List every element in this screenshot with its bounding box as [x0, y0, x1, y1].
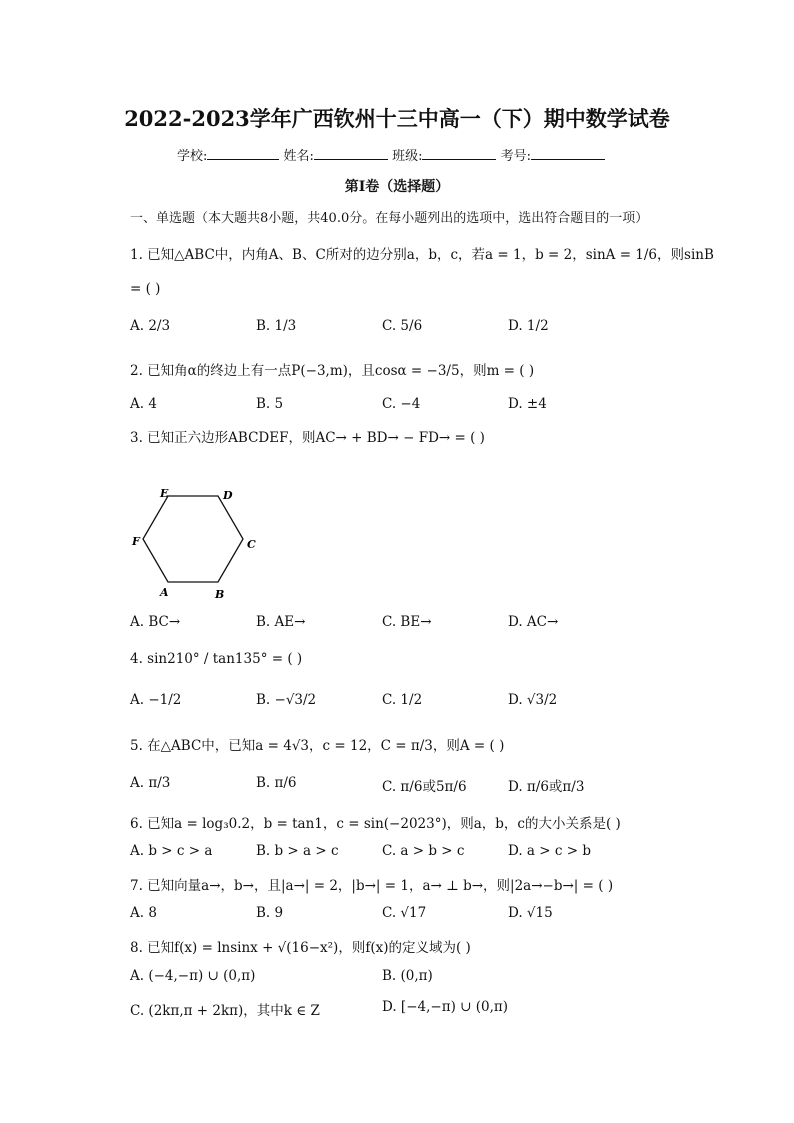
- question-5: 5. 在△ABC中，已知a = 4√3，c = 12，C = π/3，则A = ( ): [130, 738, 505, 754]
- q2-option-a: A. 4: [130, 396, 157, 412]
- hexagon-shape: [143, 496, 243, 582]
- q4-option-b: B. −√3/2: [256, 692, 317, 708]
- section-heading: 第I卷（选择题）: [344, 179, 450, 195]
- q4-option-d: D. √3/2: [508, 692, 558, 708]
- q3-option-a: A. BC→: [130, 614, 181, 630]
- q2-option-d: D. ±4: [508, 396, 547, 412]
- hex-label-f: F: [132, 535, 140, 548]
- q4-option-c: C. 1/2: [382, 692, 423, 708]
- student-info-line: [177, 145, 605, 164]
- school-label: 学校:: [177, 149, 208, 164]
- q7-option-a: A. 8: [130, 905, 157, 921]
- question-4: 4. sin210° / tan135° = ( ): [130, 651, 303, 667]
- question-6: 6. 已知a = log₃0.2，b = tan1，c = sin(−2023°)，则a，b，c的大小关系是( ): [130, 816, 621, 832]
- q7-option-d: D. √15: [508, 905, 553, 921]
- q3-option-d: D. AC→: [508, 614, 559, 630]
- question-8: 8. 已知f(x) = lnsinx + √(16−x²)，则f(x)的定义域为( ): [130, 940, 471, 956]
- q5-option-b: B. π/6: [256, 775, 297, 791]
- hex-label-d: D: [223, 489, 233, 502]
- hex-label-a: A: [160, 586, 169, 599]
- q8-option-d: D. [−4,−π) ∪ (0,π): [382, 999, 509, 1015]
- q2-option-b: B. 5: [256, 396, 284, 412]
- q3-option-c: C. BE→: [382, 614, 432, 630]
- hex-label-b: B: [215, 588, 225, 601]
- exam-no-blank: [531, 147, 605, 160]
- q4-option-a: A. −1/2: [130, 692, 182, 708]
- name-blank: [314, 147, 388, 160]
- q7-option-b: B. 9: [256, 905, 284, 921]
- q1-option-a: A. 2/3: [130, 318, 171, 334]
- q1-option-d: D. 1/2: [508, 318, 549, 334]
- q6-option-c: C. a > b > c: [382, 843, 465, 859]
- class-label: 班级:: [392, 149, 423, 164]
- exam-title: 2022-2023学年广西钦州十三中高一（下）期中数学试卷: [124, 106, 670, 131]
- school-blank: [207, 147, 279, 160]
- q5-option-c: C. π/6或5π/6: [382, 779, 467, 795]
- name-label: 姓名:: [283, 149, 314, 164]
- question-1-cont: = ( ): [130, 281, 161, 297]
- q5-option-d: D. π/6或π/3: [508, 779, 585, 795]
- q6-option-d: D. a > c > b: [508, 843, 591, 859]
- q2-option-c: C. −4: [382, 396, 421, 412]
- q1-option-b: B. 1/3: [256, 318, 297, 334]
- hex-label-c: C: [247, 538, 256, 551]
- q3-option-b: B. AE→: [256, 614, 306, 630]
- q6-option-b: B. b > a > c: [256, 843, 339, 859]
- question-7: 7. 已知向量a→，b→，且|a→| = 2，|b→| = 1，a→ ⊥ b→，则|2a→−b→| = ( ): [130, 878, 614, 894]
- q8-option-b: B. (0,π): [382, 968, 433, 984]
- question-1: 1. 已知△ABC中，内角A、B、C所对的边分别a，b，c，若a = 1，b = 2，sinA = 1/6，则sinB: [130, 247, 714, 263]
- class-blank: [422, 147, 496, 160]
- q7-option-c: C. √17: [382, 905, 427, 921]
- exam-no-label: 考号:: [500, 149, 531, 164]
- part-heading: 一、单选题（本大题共8小题，共40.0分。在每小题列出的选项中，选出符合题目的一项）: [130, 211, 649, 226]
- q5-option-a: A. π/3: [130, 775, 171, 791]
- hex-label-e: E: [160, 487, 169, 500]
- q8-option-c: C. (2kπ,π + 2kπ)，其中k ∈ Z: [130, 1003, 320, 1019]
- q8-option-a: A. (−4,−π) ∪ (0,π): [130, 968, 256, 984]
- q6-option-a: A. b > c > a: [130, 843, 213, 859]
- question-2: 2. 已知角α的终边上有一点P(−3,m)，且cosα = −3/5，则m = ( ): [130, 363, 535, 379]
- q1-option-c: C. 5/6: [382, 318, 423, 334]
- question-3: 3. 已知正六边形ABCDEF，则AC→ + BD→ − FD→ = ( ): [130, 430, 485, 446]
- hexagon-figure: [126, 484, 266, 602]
